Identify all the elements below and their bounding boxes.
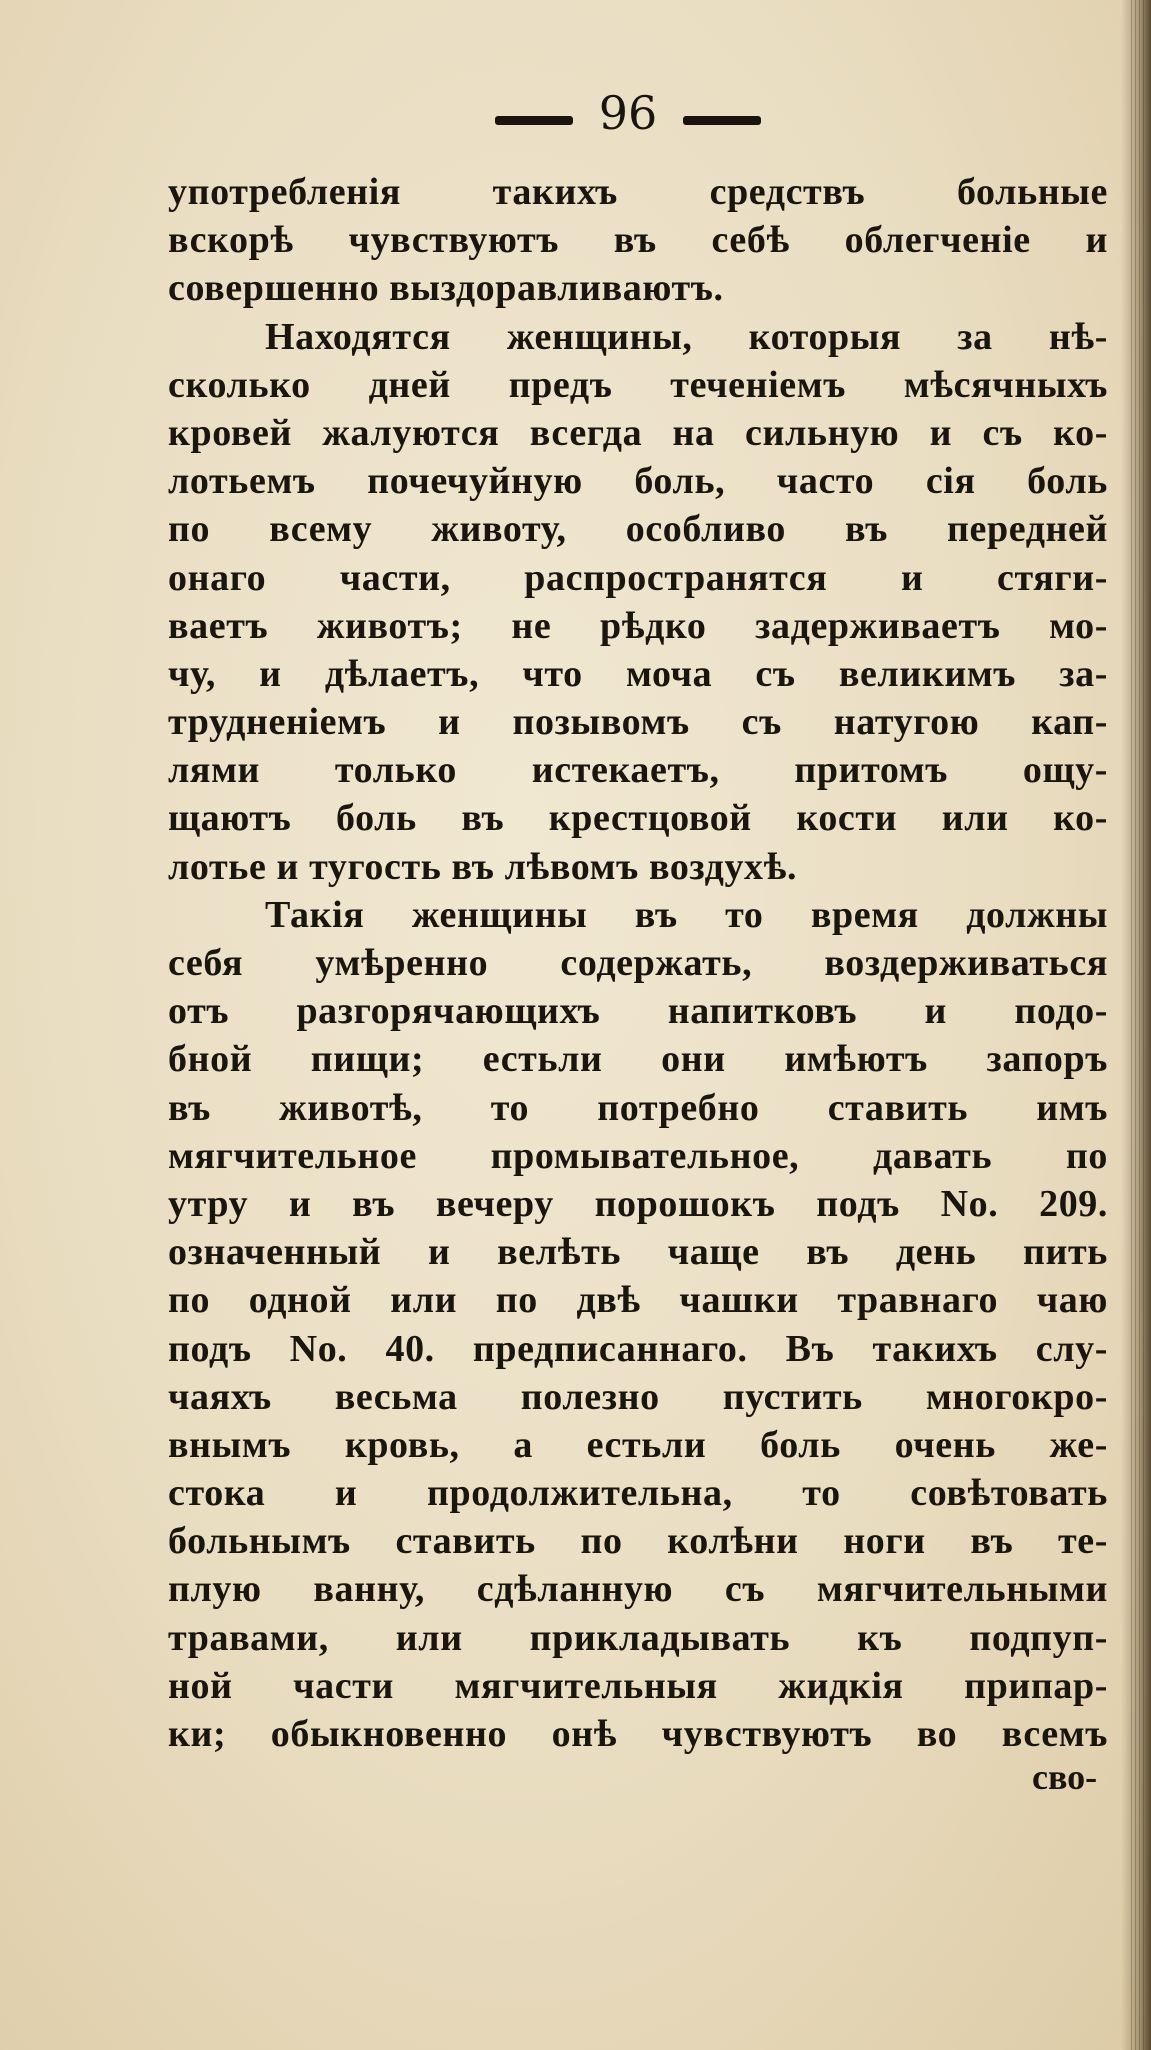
text-line: употребленія такихъ средствъ больные	[168, 171, 1108, 213]
text-line: чу, и дѣлаетъ, что моча съ великимъ за-	[168, 652, 1108, 695]
text-line: Такія женщины въ то время должны	[265, 893, 1108, 936]
text-line: подъ No. 40. предписаннаго. Въ такихъ слу-	[168, 1327, 1108, 1370]
text-line: лотьемъ почечуйную боль, часто сія боль	[168, 460, 1108, 503]
text-line: щаютъ боль въ крестцовой кости или ко-	[168, 797, 1108, 840]
text-line: чаяхъ весьма полезно пустить многокро-	[168, 1375, 1108, 1418]
header-dash-right	[683, 116, 761, 125]
text-line: плую ванну, сдѣланную съ мягчительными	[168, 1568, 1108, 1611]
text-line: онаго части, распространятся и стяги-	[168, 556, 1108, 599]
text-line: стока и продолжительна, то совѣтовать	[168, 1472, 1108, 1515]
header-dash-left	[495, 116, 573, 125]
text-line: внымъ кровь, а естьли боль очень же-	[168, 1423, 1108, 1466]
body-text	[168, 168, 1108, 1758]
text-line: отъ разгорячающихъ напитковъ и подо-	[168, 990, 1108, 1033]
page-edge-stripes	[1131, 0, 1145, 2050]
page-header	[0, 86, 1151, 152]
text-line: Находятся женщины, которыя за нѣ-	[265, 315, 1108, 358]
text-line: вскорѣ чувствуютъ въ себѣ облегченіе и	[168, 219, 1108, 262]
text-line: сколько дней предъ теченіемъ мѣсячныхъ	[168, 363, 1108, 406]
text-line: по всему животу, особливо въ передней	[168, 508, 1108, 551]
text-line: лотье и тугость въ лѣвомъ воздухѣ.	[168, 845, 798, 888]
text-line: себя умѣренно содержать, воздерживаться	[168, 942, 1108, 984]
text-line: совершенно выздоравливаютъ.	[168, 267, 724, 310]
text-line: лями только истекаетъ, притомъ ощу-	[168, 749, 1108, 792]
catchword: сво-	[1032, 1757, 1098, 1797]
text-line: ваетъ животъ; не рѣдко задерживаетъ мо-	[168, 604, 1108, 647]
text-line: ки; обыкновенно онѣ чувствуютъ во всемъ	[168, 1713, 1108, 1755]
text-line: травами, или прикладывать къ подпуп-	[168, 1616, 1108, 1659]
text-line: означенный и велѣть чаще въ день пить	[168, 1231, 1108, 1274]
text-line: кровей жалуются всегда на сильную и съ ко-	[168, 411, 1108, 454]
page-number: 96	[598, 86, 658, 140]
text-line: ной части мягчительныя жидкія припар-	[168, 1664, 1108, 1707]
text-line: въ животѣ, то потребно ставить имъ	[168, 1086, 1108, 1129]
text-line: бной пищи; естьли они имѣютъ запоръ	[168, 1038, 1108, 1081]
text-line: больнымъ ставить по колѣни ноги въ те-	[168, 1520, 1108, 1563]
text-line: утру и въ вечеру порошокъ подъ No. 209.	[168, 1182, 1108, 1225]
text-line: мягчительное промывательное, давать по	[168, 1134, 1108, 1177]
text-line: по одной или по двѣ чашки травнаго чаю	[168, 1279, 1108, 1322]
text-line: трудненіемъ и позывомъ съ натугою кап-	[168, 701, 1108, 744]
